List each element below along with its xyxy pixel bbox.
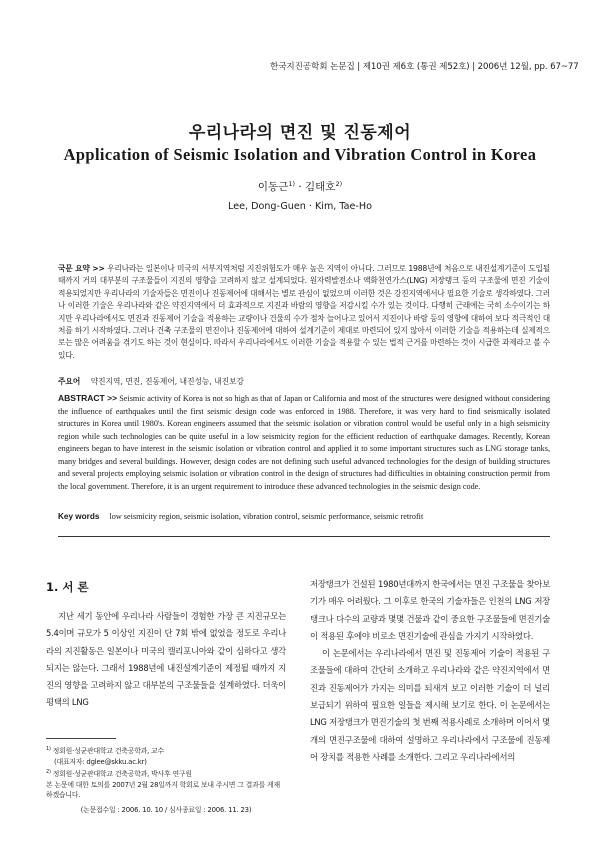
abstract-english-label: ABSTRACT >> (58, 393, 118, 403)
footnote-1 (46, 744, 286, 757)
footnote-2-text: 정회원·성균관대학교 건축공학과, 박사후 연구원 (52, 770, 192, 779)
author-2: 김태호 (305, 181, 336, 193)
footnote-1-mark: 1) (46, 746, 51, 752)
footnote-1-rep: (대표저자: dglee@skku.ac.kr) (54, 757, 147, 766)
footnotes (46, 738, 286, 816)
footnote-rule (46, 738, 116, 739)
journal-header: 한국지진공학회 논문집 | 제10권 제6호 (통권 제52호) | 2006년 12월, pp. 67~77 (270, 62, 579, 72)
abstract-english-text: Seismic activity of Korea is not so high as that of Japan or California and most of the structures were designed without considering the influence of earthquakes until the first seismic design code was enforced in 1988. Therefore, it was very hard to find seismically isolated structures in Korea until 1980's. Korean engineers assumed that the seismic isolation or vibration control would be useful only in a high seismicity region while such technologies can be quite useful in a low seismicity region for the efficient reduction of earthquake damages. Recently, Korean engineers began to have interest in the seismic isolation or vibration control and applied it to some important structures such as LNG storage tanks, many bridges and several buildings. However, design codes are not defining such useful advanced technologies for the design of building structures and several projects employing seismic isolation or vibration control in the design of structures had difficulties in obtaining construction permit from the local government. Therefore, it is an urgent requirement to introduce these advanced technologies in the seismic design code. (58, 394, 551, 491)
author-separator: · (294, 181, 305, 193)
author-2-mark: 2) (335, 180, 343, 188)
abstract-korean-label: 국문 요약 >> (58, 264, 105, 273)
section-divider (58, 536, 550, 537)
footnote-dates: (논문접수일 : 2006. 10. 10 / 심사종료일 : 2006. 11. 23) (80, 805, 252, 814)
body-paragraph: 지난 세기 동안에 우리나라 사람들이 경험한 가장 큰 지진규모는 5.4이며 규모가 5 이상인 지진이 단 7회 밖에 없었을 정도로 우리나라의 지진활동은 일본이나 미국의 캘리포니아와 같이 심하다고 생각되지는 않는다. 그래서 1988년에 내진설계기준이 제정될 때까지 지진의 영향을 고려하지 않고 대부분의 구조물들을 설계하였다. 더욱이 평택의 LNG (46, 611, 286, 708)
abstract-korean (58, 263, 550, 362)
authors-korean (0, 179, 600, 194)
keywords-korean (58, 376, 550, 387)
footnote-2-mark: 2) (46, 769, 51, 776)
keywords-english-text: low seismicity region, seismic isolation, vibration control, seismic performance, seismic retrofit (109, 512, 424, 521)
footnote-note: 본 논문에 대한 토의를 2007년 2월 28일까지 학회로 보내 주시면 그 결과를 게재하겠습니다. (46, 780, 280, 800)
body-column-left (46, 608, 286, 712)
footnote-1-text: 정회원·성균관대학교 건축공학과, 교수 (52, 747, 164, 755)
keywords-english (58, 512, 550, 521)
title-korean: 우리나라의 면진 및 진동제어 (188, 123, 412, 143)
title-english: Application of Seismic Isolation and Vibration Control in Korea (63, 145, 537, 164)
author-1-mark: 1) (288, 180, 295, 188)
abstract-korean-text: 우리나라는 일본이나 미국의 서부지역처럼 지진위험도가 매우 높은 지역이 아니다. 그러므로 1988년에 처음으로 내진설계기준이 도입될 때까지 거의 대부분의 구조물들이 지진의 영향을 고려하지 않고 설계되었다. 원자력발전소나 액화천연가스(LNG) 저장탱크 등의 구조물에 면진 기술이 적용되었지만 우리나라의 기술자들은 면진이나 진동제어에 대해서는 별로 관심이 없었으며 이러한 것은 강진지역에서나 필요한 기술로 생각하였다. 그러나 이러한 기술은 우리나라와 같은 약진지역에서 더 효과적으로 지진과 바람의 영향을 저감시킬 수가 있는 것이다. 다행히 근래에는 국히 소수이기는 하지만 우리나라에서도 면진과 진동제어 기술을 적용하는 교량이나 건물의 수가 점차 늘어나고 있어서 지진이나 바람 등의 영향에 대하여 보다 적극적인 대처를 하기 시작하였다. 그러나 건축 구조물의 면진이나 진동제어에 대하여 설계기준이 제대로 마련되어 있지 않아서 이러한 기술을 적용하는데 실제적으로는 많은 어려움을 겪기도 하는 것이 현실이다. 따라서 우리나라에서도 이러한 기술을 적용할 수 있는 법적 근거를 마련하는 것이 시급한 과제라고 볼 수 있다. (58, 264, 550, 360)
author-1: 이동근 (257, 181, 289, 193)
section-heading: 1. 서 론 (46, 580, 89, 594)
body-paragraph: 이 논문에서는 우리나라에서 면진 및 진동제어 기술이 적용된 구조물들에 대하여 간단히 소개하고 우리나라와 같은 약진지역에서 면진과 진동제어가 가지는 의미를 되새겨 보고 이러한 기술이 더 널리 보급되기 위하여 필요한 일들을 제시해 보기로 한다. 이 논문에서는 LNG 저장탱크가 면진기술의 첫 번째 적용사례로 소개하며 이어서 몇 개의 면진구조물에 대하여 설명하고 우리나라에서 구조물에 진동제어 장치를 적용한 사례를 소개한다. 그리고 우리나라에서의 (310, 648, 550, 762)
authors-english: Lee, Dong-Guen · Kim, Tae-Ho (228, 201, 372, 212)
abstract-english (58, 392, 550, 493)
keywords-korean-label: 주요어 (58, 377, 81, 386)
body-column-right (310, 576, 550, 766)
keywords-korean-text: 약진지역, 면진, 진동제어, 내진성능, 내진보강 (90, 377, 244, 386)
keywords-english-label: Key words (58, 512, 100, 521)
footnote-2 (46, 767, 286, 780)
body-paragraph: 저장탱크가 건설된 1980년대까지 한국에서는 면진 구조물을 찾아보기가 매우 어려웠다. 그 이후로 한국의 기술자들은 인천의 LNG 저장탱크나 다수의 교량과 몇몇 건물과 같이 중요한 구조물들에 면진기술이 적용된 후에야 비로소 면진기술에 관심을 가지기 시작하였다. (310, 579, 550, 641)
